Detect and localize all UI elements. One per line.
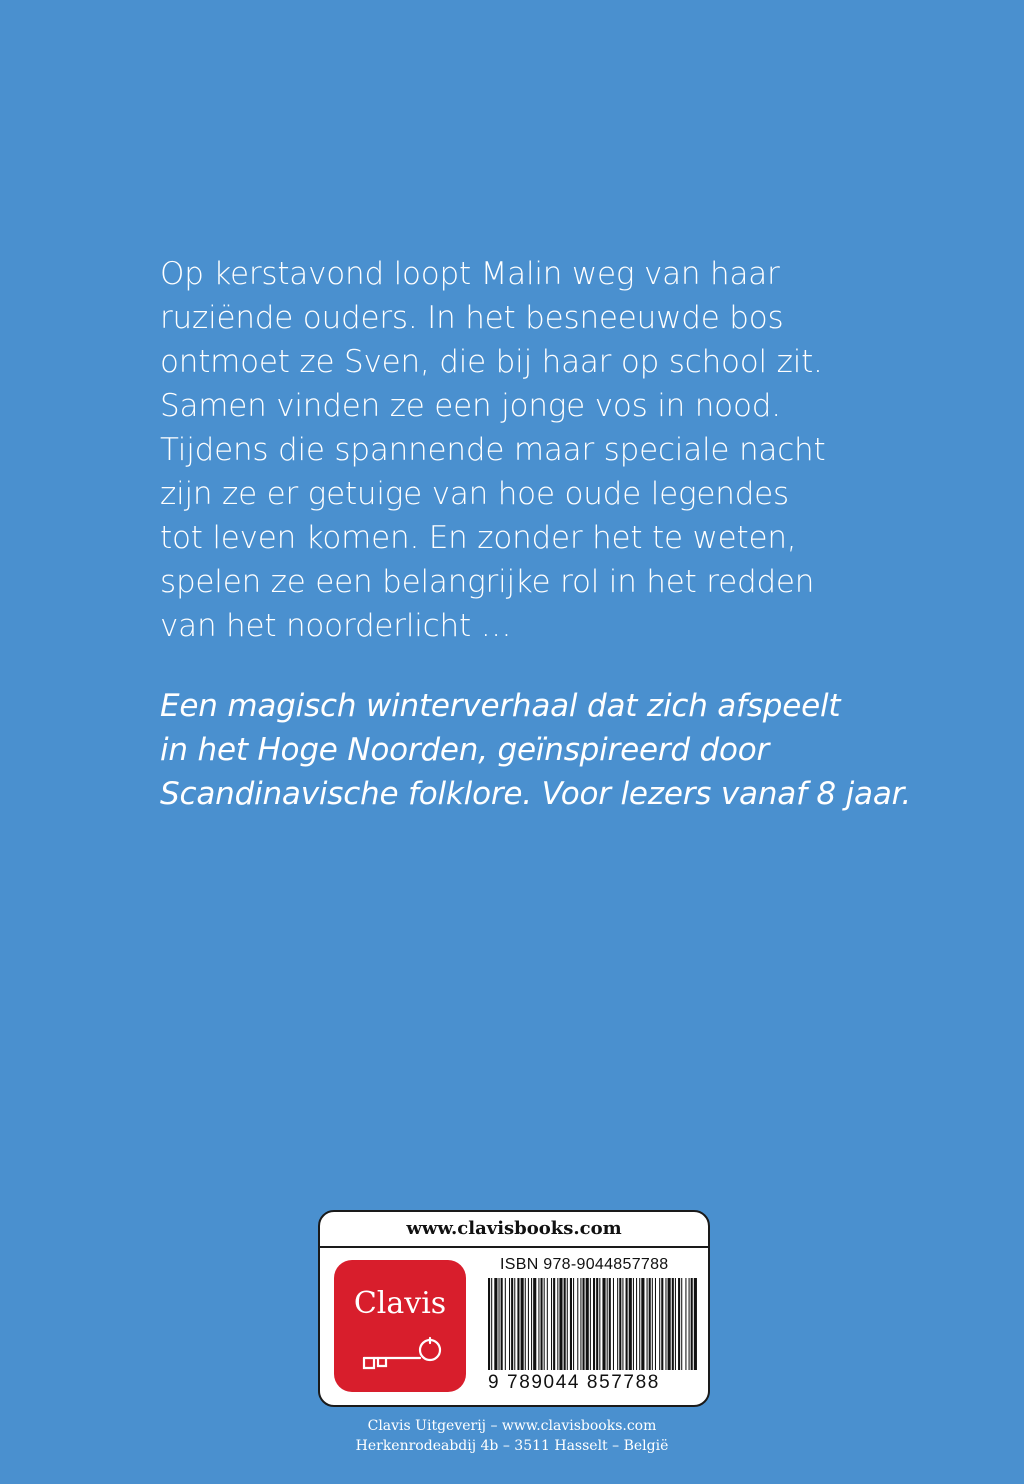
- barcode-bar: [694, 1278, 697, 1370]
- barcode-bar: [528, 1278, 529, 1370]
- barcode-bar: [681, 1278, 682, 1370]
- tagline-text: [160, 684, 911, 816]
- barcode-label: [318, 1210, 710, 1407]
- logo-text: Clavis: [353, 1286, 447, 1321]
- label-url: www.clavisbooks.com: [406, 1218, 622, 1239]
- barcode-bar: [659, 1278, 660, 1370]
- barcode-bar: [649, 1278, 651, 1370]
- tagline-line: Scandinavische folklore. Voor lezers vanaf 8 jaar.: [160, 776, 911, 812]
- barcode-bar: [573, 1278, 574, 1370]
- barcode-bar: [557, 1278, 558, 1370]
- barcode-bar: [583, 1278, 585, 1370]
- barcode-bar: [567, 1278, 568, 1370]
- barcode-bar: [629, 1278, 632, 1370]
- barcode-bar: [501, 1278, 503, 1370]
- barcode-bar: [647, 1278, 648, 1370]
- barcode-bar: [633, 1278, 634, 1370]
- barcode-bar: [505, 1278, 506, 1370]
- barcode-bar: [685, 1278, 686, 1370]
- barcode-bar: [590, 1278, 591, 1370]
- blurb-line: Tijdens die spannende maar speciale nacht: [160, 432, 826, 468]
- barcode-bar: [678, 1278, 680, 1370]
- barcode-bar: [494, 1278, 497, 1370]
- barcode: [486, 1278, 698, 1370]
- label-divider: [320, 1246, 708, 1248]
- blurb-line: van het noorderlicht …: [160, 608, 512, 644]
- barcode-bar: [521, 1278, 524, 1370]
- barcode-bar: [511, 1278, 513, 1370]
- barcode-bar: [689, 1278, 690, 1370]
- clavis-logo: [334, 1260, 466, 1392]
- blurb-text: [160, 252, 880, 648]
- publisher-line: Clavis Uitgeverij – www.clavisbooks.com: [367, 1418, 657, 1434]
- barcode-bar: [514, 1278, 515, 1370]
- barcode-bar: [531, 1278, 532, 1370]
- key-icon: [354, 1336, 446, 1372]
- barcode-bar: [551, 1278, 552, 1370]
- barcode-bar: [613, 1278, 614, 1370]
- barcode-bar: [538, 1278, 539, 1370]
- barcode-bar: [655, 1278, 656, 1370]
- barcode-bar: [553, 1278, 555, 1370]
- barcode-bar: [668, 1278, 671, 1370]
- barcode-bar: [509, 1278, 510, 1370]
- barcode-bar: [602, 1278, 605, 1370]
- barcode-bar: [547, 1278, 548, 1370]
- barcode-bar: [661, 1278, 663, 1370]
- blurb-line: Samen vinden ze een jonge vos in nood.: [160, 388, 781, 424]
- barcode-bar: [593, 1278, 595, 1370]
- barcode-bar: [586, 1278, 589, 1370]
- barcode-bar: [607, 1278, 608, 1370]
- barcode-bar: [622, 1278, 623, 1370]
- barcode-bar: [609, 1278, 611, 1370]
- barcode-bar: [619, 1278, 621, 1370]
- barcode-bar: [626, 1278, 628, 1370]
- tagline-line: Een magisch winterverhaal dat zich afspeelt: [160, 688, 841, 724]
- barcode-bar: [570, 1278, 572, 1370]
- blurb-line: zijn ze er getuige van hoe oude legendes: [160, 476, 789, 512]
- blurb-line: tot leven komen. En zonder het te weten,: [160, 520, 797, 556]
- barcode-bar: [641, 1278, 644, 1370]
- tagline-line: in het Hoge Noorden, geïnspireerd door: [160, 732, 770, 768]
- blurb-line: spelen ze een belangrijke rol in het redden: [160, 564, 815, 600]
- barcode-bar: [617, 1278, 618, 1370]
- barcode-bar: [675, 1278, 676, 1370]
- barcode-bar: [517, 1278, 519, 1370]
- barcode-bar: [580, 1278, 581, 1370]
- barcode-bar: [599, 1278, 600, 1370]
- barcode-bar: [488, 1278, 490, 1370]
- barcode-bar: [672, 1278, 674, 1370]
- barcode-bar: [564, 1278, 566, 1370]
- publisher-info: [0, 1416, 1024, 1456]
- barcode-bar: [577, 1278, 578, 1370]
- barcode-bar: [499, 1278, 500, 1370]
- barcode-bar: [691, 1278, 693, 1370]
- isbn-text: ISBN 978-9044857788: [500, 1256, 669, 1273]
- blurb-line: Op kerstavond loopt Malin weg van haar: [160, 256, 780, 292]
- blurb-line: ruziënde ouders. In het besneeuwde bos: [160, 300, 784, 336]
- barcode-bar: [639, 1278, 640, 1370]
- barcode-bar: [665, 1278, 666, 1370]
- blurb-line: ontmoet ze Sven, die bij haar op school zit.: [160, 344, 823, 380]
- barcode-bar: [559, 1278, 562, 1370]
- publisher-line: Herkenrodeabdij 4b – 3511 Hasselt – België: [355, 1438, 669, 1454]
- barcode-bar: [596, 1278, 598, 1370]
- barcode-digits: 9 789044 857788: [488, 1372, 660, 1393]
- barcode-bar: [541, 1278, 543, 1370]
- barcode-bar: [652, 1278, 653, 1370]
- barcode-bar: [533, 1278, 536, 1370]
- barcode-bar: [491, 1278, 492, 1370]
- barcode-bar: [525, 1278, 526, 1370]
- barcode-bar: [636, 1278, 637, 1370]
- barcode-bar: [544, 1278, 545, 1370]
